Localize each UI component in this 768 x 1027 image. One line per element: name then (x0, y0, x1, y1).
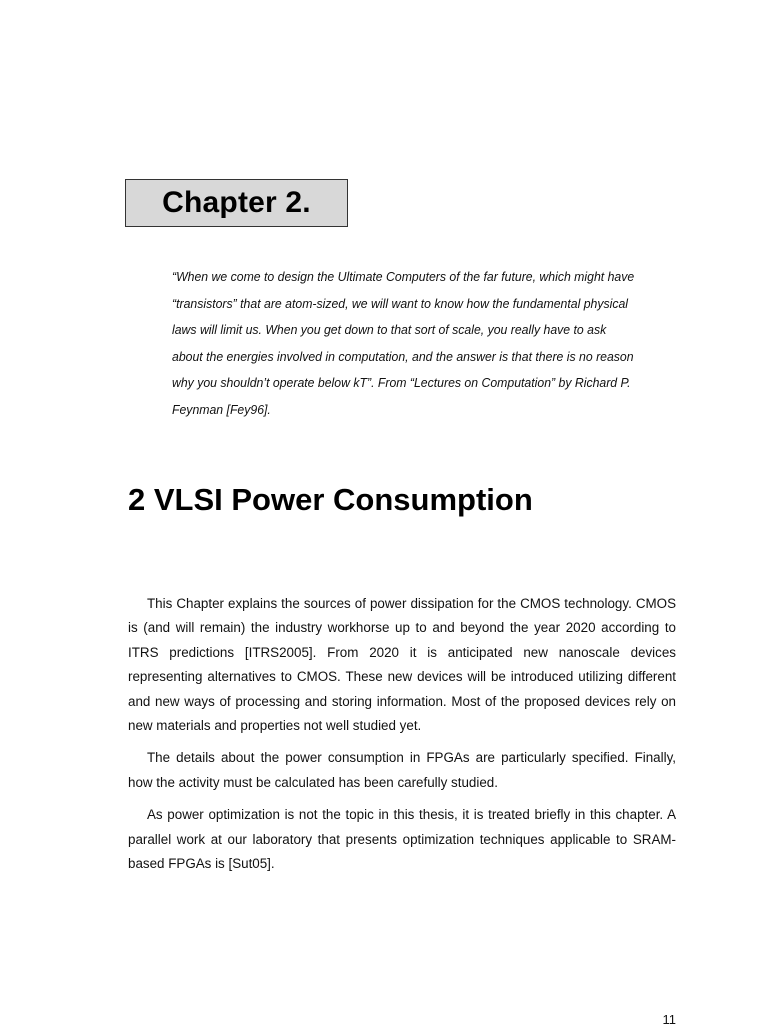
section-heading: 2 VLSI Power Consumption (128, 482, 533, 517)
epigraph-quote: “When we come to design the Ultimate Computers of the far future, which might have “transistors” that are atom-sized, we will want to know how the fundamental physical laws will limit us. When you get down to that sort of scale, you really have to ask about the energies involved in computation, and the answer is that there is no reason why you shouldn’t operate below kT”. From “Lectures on Computation” by Richard P. Feynman [Fey96]. (172, 269, 635, 417)
body-paragraph: The details about the power consumption in FPGAs are particularly specified. Finally, how the activity must be calculated has been carefully studied. (128, 750, 676, 790)
page-number: 11 (662, 1012, 676, 1027)
chapter-label-box (125, 179, 348, 227)
body-paragraph: This Chapter explains the sources of power dissipation for the CMOS technology. CMOS is (and will remain) the industry workhorse up to and beyond the year 2020 according to ITRS predictions [ITRS2005]. From 2020 it is anticipated new nanoscale devices representing alternatives to CMOS. These new devices will be introduced utilizing different and new ways of processing and storing information. Most of the proposed devices rely on new materials and properties not well studied yet. (128, 596, 676, 734)
body-text (128, 592, 676, 884)
body-paragraph: As power optimization is not the topic in this thesis, it is treated briefly in this chapter. A parallel work at our laboratory that presents optimization techniques applicable to SRAM-based FPGAs is [Sut05]. (128, 807, 676, 872)
chapter-label: Chapter 2. (162, 186, 311, 219)
